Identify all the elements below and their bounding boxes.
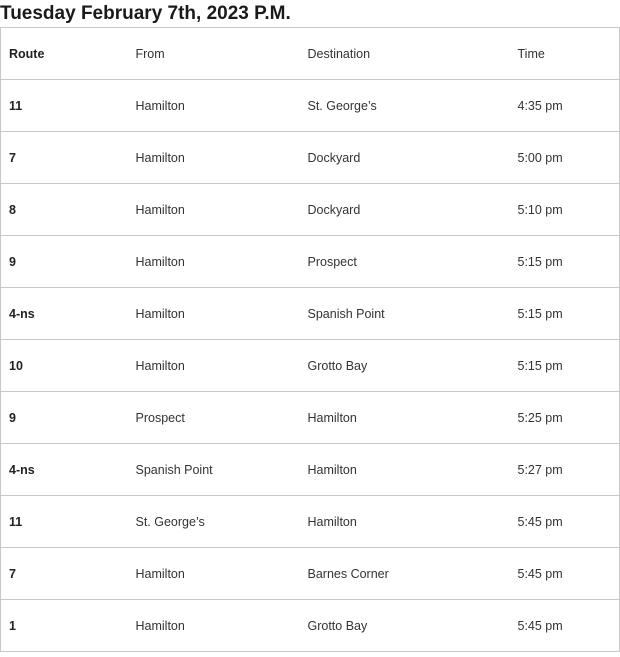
destination-cell: Hamilton <box>300 444 510 496</box>
route-cell: 8 <box>1 184 128 236</box>
destination-cell: Hamilton <box>300 392 510 444</box>
table-row <box>1 236 620 288</box>
time-cell: 5:25 pm <box>510 392 620 444</box>
table-header-row <box>1 28 620 80</box>
route-cell: 11 <box>1 80 128 132</box>
from-cell: Hamilton <box>128 340 300 392</box>
from-cell: Hamilton <box>128 600 300 652</box>
table-row <box>1 80 620 132</box>
from-cell: Prospect <box>128 392 300 444</box>
header-route: Route <box>1 28 128 80</box>
route-cell: 7 <box>1 548 128 600</box>
table-row <box>1 496 620 548</box>
route-cell: 4-ns <box>1 288 128 340</box>
from-cell: Hamilton <box>128 288 300 340</box>
header-from: From <box>128 28 300 80</box>
destination-cell: Grotto Bay <box>300 600 510 652</box>
time-cell: 5:15 pm <box>510 288 620 340</box>
destination-cell: Dockyard <box>300 132 510 184</box>
schedule-table <box>0 27 620 652</box>
time-cell: 5:00 pm <box>510 132 620 184</box>
from-cell: Spanish Point <box>128 444 300 496</box>
from-cell: Hamilton <box>128 236 300 288</box>
route-cell: 4-ns <box>1 444 128 496</box>
destination-cell: Grotto Bay <box>300 340 510 392</box>
route-cell: 9 <box>1 392 128 444</box>
time-cell: 5:10 pm <box>510 184 620 236</box>
destination-cell: Barnes Corner <box>300 548 510 600</box>
time-cell: 5:15 pm <box>510 340 620 392</box>
from-cell: Hamilton <box>128 548 300 600</box>
time-cell: 5:45 pm <box>510 496 620 548</box>
from-cell: Hamilton <box>128 80 300 132</box>
time-cell: 5:15 pm <box>510 236 620 288</box>
table-row <box>1 132 620 184</box>
header-destination: Destination <box>300 28 510 80</box>
table-row <box>1 392 620 444</box>
time-cell: 5:45 pm <box>510 600 620 652</box>
destination-cell: Spanish Point <box>300 288 510 340</box>
time-cell: 5:45 pm <box>510 548 620 600</box>
from-cell: Hamilton <box>128 132 300 184</box>
route-cell: 10 <box>1 340 128 392</box>
table-row <box>1 340 620 392</box>
table-row <box>1 184 620 236</box>
route-cell: 7 <box>1 132 128 184</box>
table-row <box>1 288 620 340</box>
page-title: Tuesday February 7th, 2023 P.M. <box>0 3 291 24</box>
route-cell: 9 <box>1 236 128 288</box>
destination-cell: Hamilton <box>300 496 510 548</box>
time-cell: 5:27 pm <box>510 444 620 496</box>
table-row <box>1 548 620 600</box>
destination-cell: Prospect <box>300 236 510 288</box>
destination-cell: St. George’s <box>300 80 510 132</box>
header-time: Time <box>510 28 620 80</box>
from-cell: Hamilton <box>128 184 300 236</box>
table-row <box>1 600 620 652</box>
table-row <box>1 444 620 496</box>
from-cell: St. George’s <box>128 496 300 548</box>
time-cell: 4:35 pm <box>510 80 620 132</box>
route-cell: 1 <box>1 600 128 652</box>
destination-cell: Dockyard <box>300 184 510 236</box>
route-cell: 11 <box>1 496 128 548</box>
